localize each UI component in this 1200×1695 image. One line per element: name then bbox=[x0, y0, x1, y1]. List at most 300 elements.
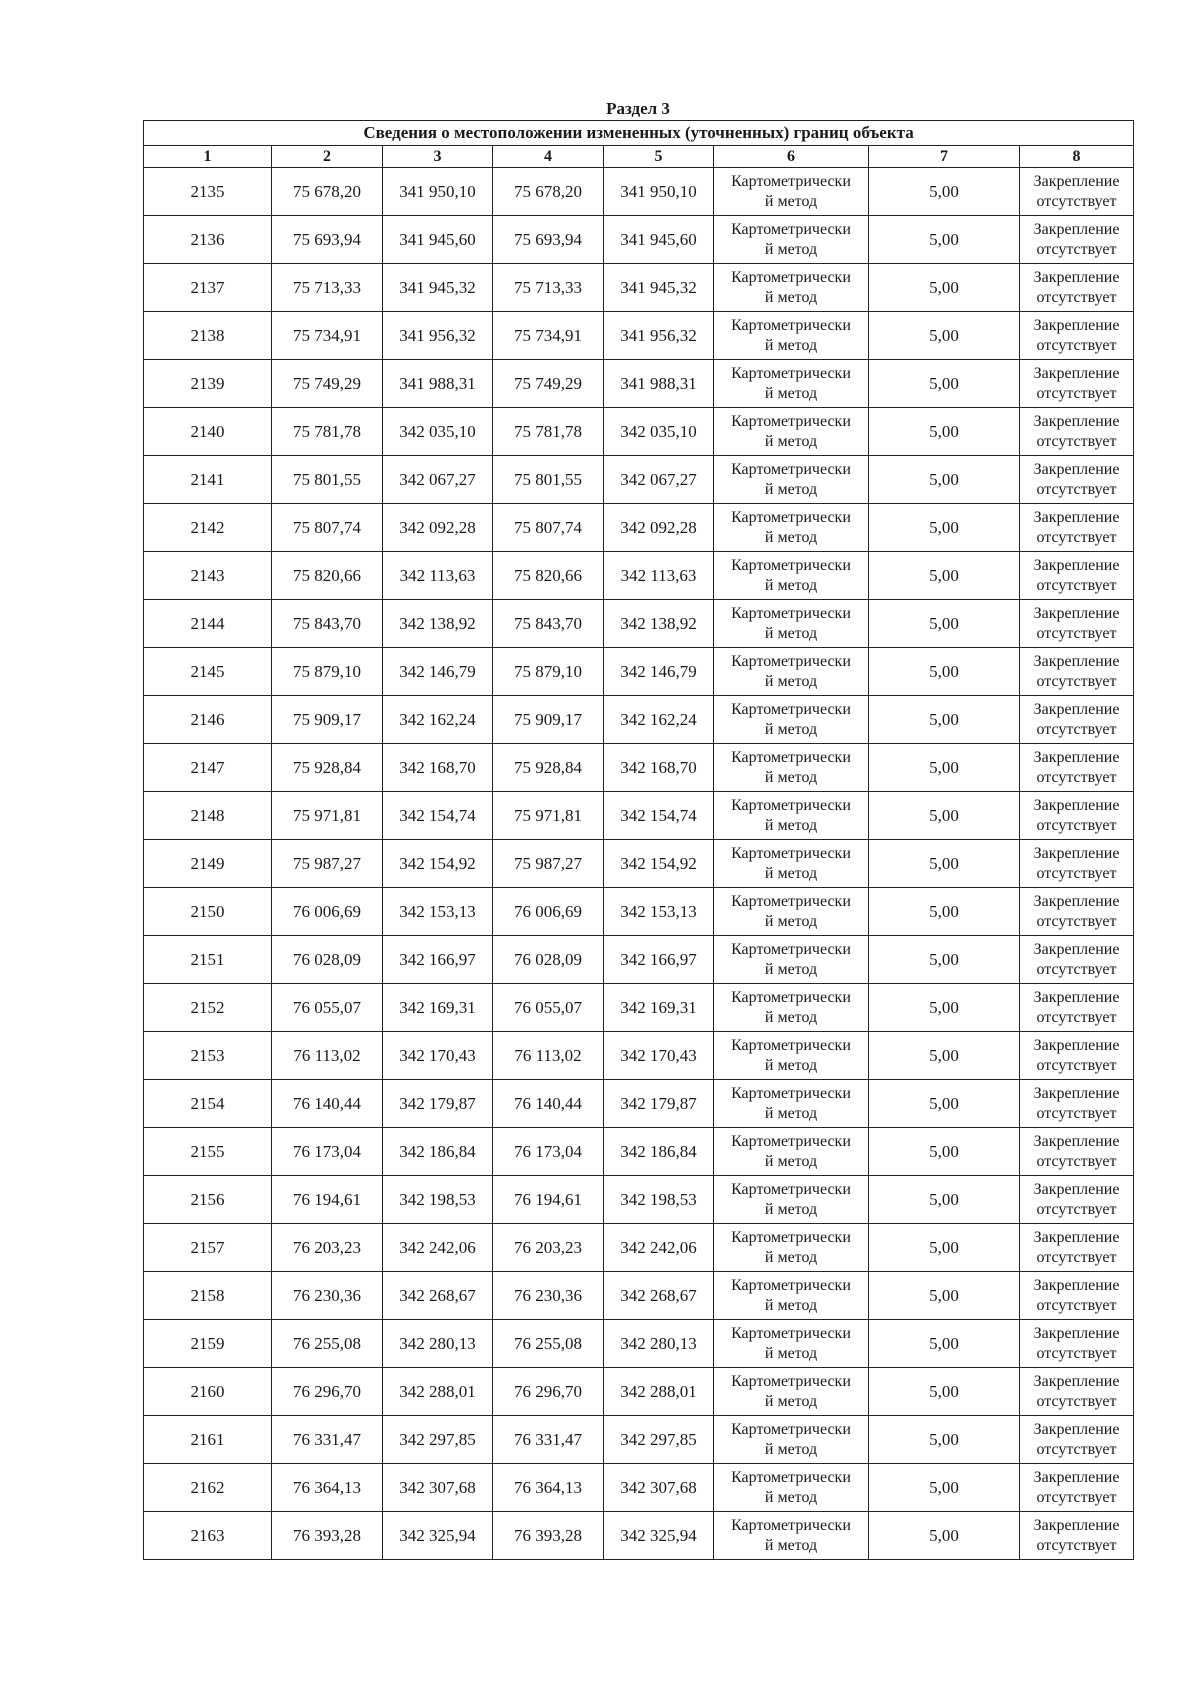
method-line: й метод bbox=[764, 1056, 818, 1074]
fixation-line: Закрепление bbox=[1033, 268, 1120, 286]
accuracy-cell: 5,00 bbox=[869, 1272, 1020, 1320]
y-refined-cell: 342 297,85 bbox=[604, 1416, 714, 1464]
y-refined-cell: 341 945,60 bbox=[604, 216, 714, 264]
method-line: й метод bbox=[764, 1200, 818, 1218]
table-row bbox=[144, 936, 1134, 984]
fixation-line: Закрепление bbox=[1033, 220, 1120, 238]
y-existing-cell: 342 280,13 bbox=[383, 1320, 493, 1368]
y-existing-cell: 342 154,74 bbox=[383, 792, 493, 840]
method-line: й метод bbox=[764, 864, 818, 882]
x-existing-cell: 75 734,91 bbox=[272, 312, 383, 360]
fixation-cell bbox=[1020, 264, 1134, 312]
point-number-cell: 2146 bbox=[144, 696, 272, 744]
method-line: Картометрически bbox=[731, 604, 851, 622]
table-row bbox=[144, 408, 1134, 456]
x-refined-cell: 76 331,47 bbox=[493, 1416, 604, 1464]
fixation-line: Закрепление bbox=[1033, 172, 1120, 190]
method-cell bbox=[714, 216, 869, 264]
x-refined-cell: 75 749,29 bbox=[493, 360, 604, 408]
method-cell bbox=[714, 1320, 869, 1368]
table-row bbox=[144, 1272, 1134, 1320]
method-line: Картометрически bbox=[731, 556, 851, 574]
table-row bbox=[144, 1176, 1134, 1224]
method-cell bbox=[714, 1128, 869, 1176]
column-number: 8 bbox=[1020, 146, 1134, 168]
y-refined-cell: 342 067,27 bbox=[604, 456, 714, 504]
accuracy-cell: 5,00 bbox=[869, 264, 1020, 312]
column-number-row bbox=[144, 146, 1134, 168]
point-number-cell: 2135 bbox=[144, 168, 272, 216]
table-row bbox=[144, 504, 1134, 552]
y-existing-cell: 342 035,10 bbox=[383, 408, 493, 456]
table-row bbox=[144, 600, 1134, 648]
x-existing-cell: 76 230,36 bbox=[272, 1272, 383, 1320]
x-existing-cell: 75 987,27 bbox=[272, 840, 383, 888]
x-refined-cell: 75 987,27 bbox=[493, 840, 604, 888]
fixation-line: отсутствует bbox=[1036, 288, 1117, 306]
method-line: й метод bbox=[764, 1152, 818, 1170]
fixation-line: отсутствует bbox=[1036, 1056, 1117, 1074]
method-line: й метод bbox=[764, 1392, 818, 1410]
method-line: й метод bbox=[764, 1440, 818, 1458]
fixation-line: отсутствует bbox=[1036, 1008, 1117, 1026]
method-cell bbox=[714, 888, 869, 936]
fixation-cell bbox=[1020, 1032, 1134, 1080]
method-line: Картометрически bbox=[731, 1228, 851, 1246]
fixation-cell bbox=[1020, 984, 1134, 1032]
fixation-cell bbox=[1020, 1512, 1134, 1560]
method-cell bbox=[714, 648, 869, 696]
y-refined-cell: 342 186,84 bbox=[604, 1128, 714, 1176]
x-refined-cell: 76 203,23 bbox=[493, 1224, 604, 1272]
y-existing-cell: 342 170,43 bbox=[383, 1032, 493, 1080]
method-line: Картометрически bbox=[731, 364, 851, 382]
method-cell bbox=[714, 1032, 869, 1080]
point-number-cell: 2147 bbox=[144, 744, 272, 792]
y-refined-cell: 342 146,79 bbox=[604, 648, 714, 696]
point-number-cell: 2139 bbox=[144, 360, 272, 408]
y-refined-cell: 342 168,70 bbox=[604, 744, 714, 792]
table-row bbox=[144, 312, 1134, 360]
x-existing-cell: 75 879,10 bbox=[272, 648, 383, 696]
fixation-line: Закрепление bbox=[1033, 748, 1120, 766]
accuracy-cell: 5,00 bbox=[869, 1032, 1020, 1080]
method-line: Картометрически bbox=[731, 412, 851, 430]
method-line: й метод bbox=[764, 192, 818, 210]
y-refined-cell: 342 138,92 bbox=[604, 600, 714, 648]
table-row bbox=[144, 744, 1134, 792]
x-refined-cell: 76 296,70 bbox=[493, 1368, 604, 1416]
column-number: 6 bbox=[714, 146, 869, 168]
method-line: Картометрически bbox=[731, 892, 851, 910]
table-row bbox=[144, 456, 1134, 504]
accuracy-cell: 5,00 bbox=[869, 600, 1020, 648]
x-refined-cell: 76 194,61 bbox=[493, 1176, 604, 1224]
y-refined-cell: 342 166,97 bbox=[604, 936, 714, 984]
x-refined-cell: 76 364,13 bbox=[493, 1464, 604, 1512]
method-line: й метод bbox=[764, 1008, 818, 1026]
y-existing-cell: 342 162,24 bbox=[383, 696, 493, 744]
method-line: Картометрически bbox=[731, 1372, 851, 1390]
fixation-cell bbox=[1020, 744, 1134, 792]
fixation-line: Закрепление bbox=[1033, 1420, 1120, 1438]
fixation-line: отсутствует bbox=[1036, 1200, 1117, 1218]
method-line: Картометрически bbox=[731, 700, 851, 718]
x-existing-cell: 76 331,47 bbox=[272, 1416, 383, 1464]
method-line: Картометрически bbox=[731, 748, 851, 766]
method-line: й метод bbox=[764, 1296, 818, 1314]
method-line: й метод bbox=[764, 336, 818, 354]
x-existing-cell: 75 713,33 bbox=[272, 264, 383, 312]
point-number-cell: 2156 bbox=[144, 1176, 272, 1224]
fixation-cell bbox=[1020, 696, 1134, 744]
y-existing-cell: 341 945,32 bbox=[383, 264, 493, 312]
x-refined-cell: 76 006,69 bbox=[493, 888, 604, 936]
method-line: й метод bbox=[764, 816, 818, 834]
x-existing-cell: 76 006,69 bbox=[272, 888, 383, 936]
x-refined-cell: 75 909,17 bbox=[493, 696, 604, 744]
fixation-cell bbox=[1020, 1176, 1134, 1224]
x-existing-cell: 75 971,81 bbox=[272, 792, 383, 840]
y-refined-cell: 341 988,31 bbox=[604, 360, 714, 408]
y-existing-cell: 342 154,92 bbox=[383, 840, 493, 888]
fixation-cell bbox=[1020, 1368, 1134, 1416]
point-number-cell: 2143 bbox=[144, 552, 272, 600]
fixation-cell bbox=[1020, 792, 1134, 840]
x-existing-cell: 75 693,94 bbox=[272, 216, 383, 264]
fixation-cell bbox=[1020, 168, 1134, 216]
column-number: 5 bbox=[604, 146, 714, 168]
column-number: 1 bbox=[144, 146, 272, 168]
x-refined-cell: 76 230,36 bbox=[493, 1272, 604, 1320]
y-refined-cell: 342 198,53 bbox=[604, 1176, 714, 1224]
table-row bbox=[144, 216, 1134, 264]
fixation-cell bbox=[1020, 600, 1134, 648]
accuracy-cell: 5,00 bbox=[869, 1128, 1020, 1176]
fixation-cell bbox=[1020, 456, 1134, 504]
x-refined-cell: 76 140,44 bbox=[493, 1080, 604, 1128]
fixation-line: отсутствует bbox=[1036, 912, 1117, 930]
accuracy-cell: 5,00 bbox=[869, 312, 1020, 360]
fixation-line: Закрепление bbox=[1033, 940, 1120, 958]
x-refined-cell: 75 928,84 bbox=[493, 744, 604, 792]
fixation-line: Закрепление bbox=[1033, 1372, 1120, 1390]
table-row bbox=[144, 840, 1134, 888]
table-row bbox=[144, 168, 1134, 216]
fixation-line: Закрепление bbox=[1033, 1276, 1120, 1294]
point-number-cell: 2148 bbox=[144, 792, 272, 840]
point-number-cell: 2138 bbox=[144, 312, 272, 360]
method-line: й метод bbox=[764, 480, 818, 498]
fixation-line: отсутствует bbox=[1036, 192, 1117, 210]
x-existing-cell: 76 140,44 bbox=[272, 1080, 383, 1128]
table-row bbox=[144, 1032, 1134, 1080]
method-cell bbox=[714, 552, 869, 600]
method-line: й метод bbox=[764, 384, 818, 402]
fixation-cell bbox=[1020, 1128, 1134, 1176]
fixation-cell bbox=[1020, 504, 1134, 552]
x-existing-cell: 75 749,29 bbox=[272, 360, 383, 408]
y-existing-cell: 342 297,85 bbox=[383, 1416, 493, 1464]
method-cell bbox=[714, 1224, 869, 1272]
method-line: Картометрически bbox=[731, 268, 851, 286]
accuracy-cell: 5,00 bbox=[869, 840, 1020, 888]
accuracy-cell: 5,00 bbox=[869, 696, 1020, 744]
y-refined-cell: 342 154,74 bbox=[604, 792, 714, 840]
y-existing-cell: 342 307,68 bbox=[383, 1464, 493, 1512]
method-cell bbox=[714, 456, 869, 504]
table-row bbox=[144, 1416, 1134, 1464]
boundary-coordinates-table bbox=[143, 120, 1134, 1560]
fixation-cell bbox=[1020, 936, 1134, 984]
fixation-line: Закрепление bbox=[1033, 1036, 1120, 1054]
method-line: й метод bbox=[764, 672, 818, 690]
y-existing-cell: 342 325,94 bbox=[383, 1512, 493, 1560]
section-title: Раздел 3 bbox=[606, 99, 670, 118]
accuracy-cell: 5,00 bbox=[869, 456, 1020, 504]
y-refined-cell: 341 950,10 bbox=[604, 168, 714, 216]
table-row bbox=[144, 552, 1134, 600]
method-line: й метод bbox=[764, 1104, 818, 1122]
fixation-cell bbox=[1020, 888, 1134, 936]
accuracy-cell: 5,00 bbox=[869, 792, 1020, 840]
method-cell bbox=[714, 1512, 869, 1560]
method-line: Картометрически bbox=[731, 652, 851, 670]
method-line: й метод bbox=[764, 960, 818, 978]
x-existing-cell: 76 364,13 bbox=[272, 1464, 383, 1512]
x-refined-cell: 75 971,81 bbox=[493, 792, 604, 840]
y-refined-cell: 342 280,13 bbox=[604, 1320, 714, 1368]
fixation-line: отсутствует bbox=[1036, 1392, 1117, 1410]
table-row bbox=[144, 264, 1134, 312]
point-number-cell: 2150 bbox=[144, 888, 272, 936]
x-refined-cell: 75 693,94 bbox=[493, 216, 604, 264]
x-existing-cell: 75 909,17 bbox=[272, 696, 383, 744]
method-line: Картометрически bbox=[731, 1036, 851, 1054]
fixation-line: Закрепление bbox=[1033, 604, 1120, 622]
x-refined-cell: 75 879,10 bbox=[493, 648, 604, 696]
fixation-line: отсутствует bbox=[1036, 1104, 1117, 1122]
fixation-line: отсутствует bbox=[1036, 1152, 1117, 1170]
x-refined-cell: 76 055,07 bbox=[493, 984, 604, 1032]
fixation-line: отсутствует bbox=[1036, 576, 1117, 594]
fixation-cell bbox=[1020, 216, 1134, 264]
fixation-line: отсутствует bbox=[1036, 1488, 1117, 1506]
fixation-line: Закрепление bbox=[1033, 1132, 1120, 1150]
y-existing-cell: 342 092,28 bbox=[383, 504, 493, 552]
point-number-cell: 2159 bbox=[144, 1320, 272, 1368]
method-line: Картометрически bbox=[731, 940, 851, 958]
method-line: Картометрически bbox=[731, 1180, 851, 1198]
fixation-line: отсутствует bbox=[1036, 480, 1117, 498]
point-number-cell: 2157 bbox=[144, 1224, 272, 1272]
fixation-line: Закрепление bbox=[1033, 364, 1120, 382]
method-cell bbox=[714, 1416, 869, 1464]
accuracy-cell: 5,00 bbox=[869, 360, 1020, 408]
table-row bbox=[144, 360, 1134, 408]
method-line: Картометрически bbox=[731, 1324, 851, 1342]
method-line: Картометрически bbox=[731, 844, 851, 862]
point-number-cell: 2153 bbox=[144, 1032, 272, 1080]
method-line: й метод bbox=[764, 432, 818, 450]
y-refined-cell: 342 153,13 bbox=[604, 888, 714, 936]
method-line: Картометрически bbox=[731, 316, 851, 334]
point-number-cell: 2158 bbox=[144, 1272, 272, 1320]
method-cell bbox=[714, 1368, 869, 1416]
method-line: Картометрически bbox=[731, 1420, 851, 1438]
fixation-line: Закрепление bbox=[1033, 1228, 1120, 1246]
x-refined-cell: 76 173,04 bbox=[493, 1128, 604, 1176]
accuracy-cell: 5,00 bbox=[869, 1464, 1020, 1512]
table-body bbox=[144, 168, 1134, 1560]
point-number-cell: 2149 bbox=[144, 840, 272, 888]
point-number-cell: 2136 bbox=[144, 216, 272, 264]
method-cell bbox=[714, 168, 869, 216]
fixation-line: Закрепление bbox=[1033, 652, 1120, 670]
fixation-cell bbox=[1020, 1416, 1134, 1464]
fixation-cell bbox=[1020, 1080, 1134, 1128]
fixation-line: Закрепление bbox=[1033, 1516, 1120, 1534]
point-number-cell: 2155 bbox=[144, 1128, 272, 1176]
x-refined-cell: 76 255,08 bbox=[493, 1320, 604, 1368]
accuracy-cell: 5,00 bbox=[869, 552, 1020, 600]
method-line: й метод bbox=[764, 912, 818, 930]
y-existing-cell: 342 186,84 bbox=[383, 1128, 493, 1176]
method-cell bbox=[714, 936, 869, 984]
x-refined-cell: 75 820,66 bbox=[493, 552, 604, 600]
fixation-cell bbox=[1020, 552, 1134, 600]
y-existing-cell: 342 113,63 bbox=[383, 552, 493, 600]
fixation-line: Закрепление bbox=[1033, 556, 1120, 574]
fixation-line: отсутствует bbox=[1036, 1440, 1117, 1458]
y-refined-cell: 341 945,32 bbox=[604, 264, 714, 312]
column-number: 7 bbox=[869, 146, 1020, 168]
table-row bbox=[144, 792, 1134, 840]
document-page bbox=[143, 98, 1133, 1560]
fixation-cell bbox=[1020, 408, 1134, 456]
x-existing-cell: 75 801,55 bbox=[272, 456, 383, 504]
accuracy-cell: 5,00 bbox=[869, 648, 1020, 696]
y-existing-cell: 342 138,92 bbox=[383, 600, 493, 648]
y-refined-cell: 341 956,32 bbox=[604, 312, 714, 360]
point-number-cell: 2137 bbox=[144, 264, 272, 312]
method-cell bbox=[714, 984, 869, 1032]
y-refined-cell: 342 035,10 bbox=[604, 408, 714, 456]
x-refined-cell: 76 393,28 bbox=[493, 1512, 604, 1560]
y-refined-cell: 342 268,67 bbox=[604, 1272, 714, 1320]
fixation-line: Закрепление bbox=[1033, 1468, 1120, 1486]
fixation-line: Закрепление bbox=[1033, 700, 1120, 718]
table-row bbox=[144, 1080, 1134, 1128]
y-refined-cell: 342 288,01 bbox=[604, 1368, 714, 1416]
x-existing-cell: 76 113,02 bbox=[272, 1032, 383, 1080]
fixation-line: отсутствует bbox=[1036, 1536, 1117, 1554]
method-line: й метод bbox=[764, 1248, 818, 1266]
table-caption: Сведения о местоположении измененных (уточненных) границ объекта bbox=[144, 121, 1134, 146]
method-cell bbox=[714, 600, 869, 648]
table-row bbox=[144, 1512, 1134, 1560]
x-existing-cell: 76 173,04 bbox=[272, 1128, 383, 1176]
table-row bbox=[144, 648, 1134, 696]
x-refined-cell: 75 781,78 bbox=[493, 408, 604, 456]
y-refined-cell: 342 092,28 bbox=[604, 504, 714, 552]
y-refined-cell: 342 242,06 bbox=[604, 1224, 714, 1272]
fixation-line: отсутствует bbox=[1036, 1344, 1117, 1362]
accuracy-cell: 5,00 bbox=[869, 1224, 1020, 1272]
table-row bbox=[144, 1464, 1134, 1512]
fixation-line: Закрепление bbox=[1033, 460, 1120, 478]
method-cell bbox=[714, 360, 869, 408]
y-existing-cell: 342 288,01 bbox=[383, 1368, 493, 1416]
y-refined-cell: 342 170,43 bbox=[604, 1032, 714, 1080]
fixation-line: отсутствует bbox=[1036, 384, 1117, 402]
y-existing-cell: 341 945,60 bbox=[383, 216, 493, 264]
fixation-cell bbox=[1020, 1224, 1134, 1272]
accuracy-cell: 5,00 bbox=[869, 408, 1020, 456]
method-line: й метод bbox=[764, 1488, 818, 1506]
point-number-cell: 2163 bbox=[144, 1512, 272, 1560]
method-cell bbox=[714, 696, 869, 744]
table-row bbox=[144, 888, 1134, 936]
x-existing-cell: 76 255,08 bbox=[272, 1320, 383, 1368]
x-existing-cell: 75 928,84 bbox=[272, 744, 383, 792]
method-line: Картометрически bbox=[731, 508, 851, 526]
method-line: Картометрически bbox=[731, 1084, 851, 1102]
point-number-cell: 2160 bbox=[144, 1368, 272, 1416]
point-number-cell: 2154 bbox=[144, 1080, 272, 1128]
fixation-line: отсутствует bbox=[1036, 864, 1117, 882]
y-existing-cell: 342 146,79 bbox=[383, 648, 493, 696]
fixation-cell bbox=[1020, 840, 1134, 888]
method-line: Картометрически bbox=[731, 1132, 851, 1150]
y-existing-cell: 342 242,06 bbox=[383, 1224, 493, 1272]
fixation-cell bbox=[1020, 360, 1134, 408]
x-refined-cell: 75 807,74 bbox=[493, 504, 604, 552]
table-row bbox=[144, 696, 1134, 744]
x-refined-cell: 76 028,09 bbox=[493, 936, 604, 984]
y-existing-cell: 342 179,87 bbox=[383, 1080, 493, 1128]
table-row bbox=[144, 984, 1134, 1032]
method-line: й метод bbox=[764, 624, 818, 642]
method-line: Картометрически bbox=[731, 172, 851, 190]
x-existing-cell: 76 194,61 bbox=[272, 1176, 383, 1224]
point-number-cell: 2145 bbox=[144, 648, 272, 696]
accuracy-cell: 5,00 bbox=[869, 1512, 1020, 1560]
y-existing-cell: 342 198,53 bbox=[383, 1176, 493, 1224]
y-refined-cell: 342 169,31 bbox=[604, 984, 714, 1032]
method-line: Картометрически bbox=[731, 1276, 851, 1294]
y-existing-cell: 341 950,10 bbox=[383, 168, 493, 216]
column-number: 2 bbox=[272, 146, 383, 168]
fixation-cell bbox=[1020, 1320, 1134, 1368]
point-number-cell: 2161 bbox=[144, 1416, 272, 1464]
fixation-line: Закрепление bbox=[1033, 1324, 1120, 1342]
method-cell bbox=[714, 792, 869, 840]
y-existing-cell: 342 067,27 bbox=[383, 456, 493, 504]
x-refined-cell: 76 113,02 bbox=[493, 1032, 604, 1080]
method-cell bbox=[714, 312, 869, 360]
accuracy-cell: 5,00 bbox=[869, 1368, 1020, 1416]
y-refined-cell: 342 325,94 bbox=[604, 1512, 714, 1560]
fixation-line: отсутствует bbox=[1036, 624, 1117, 642]
method-cell bbox=[714, 1080, 869, 1128]
fixation-line: отсутствует bbox=[1036, 1248, 1117, 1266]
method-line: Картометрически bbox=[731, 988, 851, 1006]
method-line: Картометрически bbox=[731, 1468, 851, 1486]
method-line: й метод bbox=[764, 720, 818, 738]
y-existing-cell: 342 166,97 bbox=[383, 936, 493, 984]
accuracy-cell: 5,00 bbox=[869, 936, 1020, 984]
